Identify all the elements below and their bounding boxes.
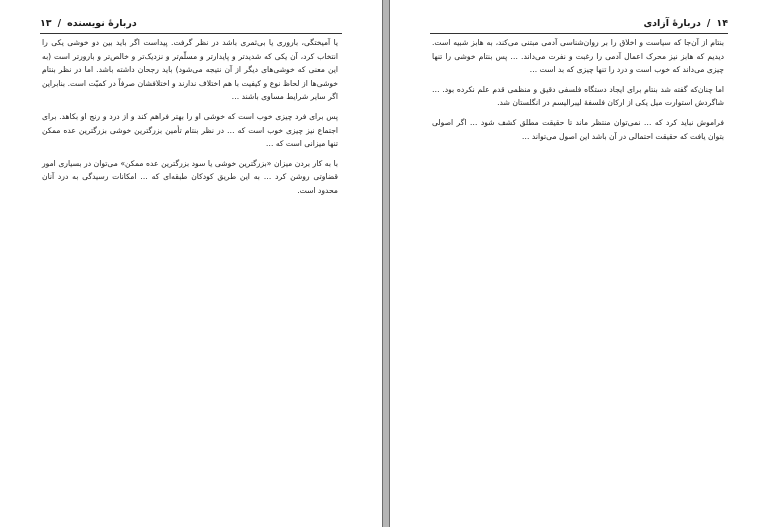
running-title: دربارهٔ آزادی bbox=[643, 17, 701, 29]
paragraph: با به کار بردن میزان «بزرگترین خوشی یا سود بزرگترین عده ممکن» می‌توان در بسیاری امور قضاوتی روشن کرد … به این طریق کودکان طبقه‌ای که … امکانات رسیدگی به درد آنان محدود است. bbox=[42, 158, 338, 195]
paragraph: بنتام از آن‌جا که سیاست و اخلاق را بر روان‌شناسی آدمی مبتنی می‌کند، به هابز شبیه است. دیدیم که هابز نیز محرک اعمال آدمی را رغبت و نفرت می‌داند. … پس بنتام خوشی را تنها چیزی می‌داند که خوب است و درد را تنها چیزی که بد است … bbox=[432, 38, 724, 75]
left-page bbox=[0, 0, 383, 527]
header-separator: / bbox=[706, 17, 711, 29]
left-page-body bbox=[42, 36, 338, 198]
right-page-body bbox=[432, 36, 724, 143]
header-separator: / bbox=[57, 17, 62, 29]
right-page-header bbox=[430, 15, 728, 34]
right-page bbox=[389, 0, 768, 527]
running-title: دربارهٔ نویسنده bbox=[67, 17, 137, 29]
paragraph: پس برای فرد چیزی خوب است که خوشی او را بهتر فراهم کند و از درد و رنج او بکاهد. برای اجتماع نیز چیزی خوب است که … در نظر بنتام تأمین بزرگترین خوشی بزرگترین عده ممکن تنها میزانی است که … bbox=[42, 111, 338, 149]
paragraph: اما چنان‌که گفته شد بنتام برای ایجاد دستگاه فلسفی دقیق و منظمی قدم علم نکرده بود. … شاگردش استوارت میل یکی از ارکان فلسفهٔ لیبرالیسم در انگلستان شد. bbox=[432, 84, 724, 108]
page-number: ۱۴ bbox=[716, 17, 728, 29]
paragraph: یا آمیختگی، باروری یا بی‌ثمری باشد در نظر گرفت. پیداست اگر باید بین دو خوشی یکی را انتخاب کرد، آن یکی که شدیدتر و پایدارتر و مسلّم‌تر و نزدیک‌تر و خالص‌تر و بارورتر است (به این معنی که خوشی‌های دیگر از آن نتیجه می‌شود) باید رجحان داشته باشد. اما در نظر بنتام خوشی‌ها از لحاظ نوع و کیفیت با هم اختلاف ندارند و اختلافشان صرفاً در کمیّت است. بنابراین اگر سایر شرایط مساوی باشند … bbox=[42, 38, 338, 102]
paragraph: فراموش نباید کرد که … نمی‌توان منتظر ماند تا حقیقت مطلق کشف شود … اگر اصولی بتوان یافت که حقیقت احتمالی در آن باشد این اصول می‌تواند … bbox=[432, 117, 724, 141]
page-number: ۱۳ bbox=[40, 17, 52, 29]
left-page-header bbox=[40, 15, 342, 34]
